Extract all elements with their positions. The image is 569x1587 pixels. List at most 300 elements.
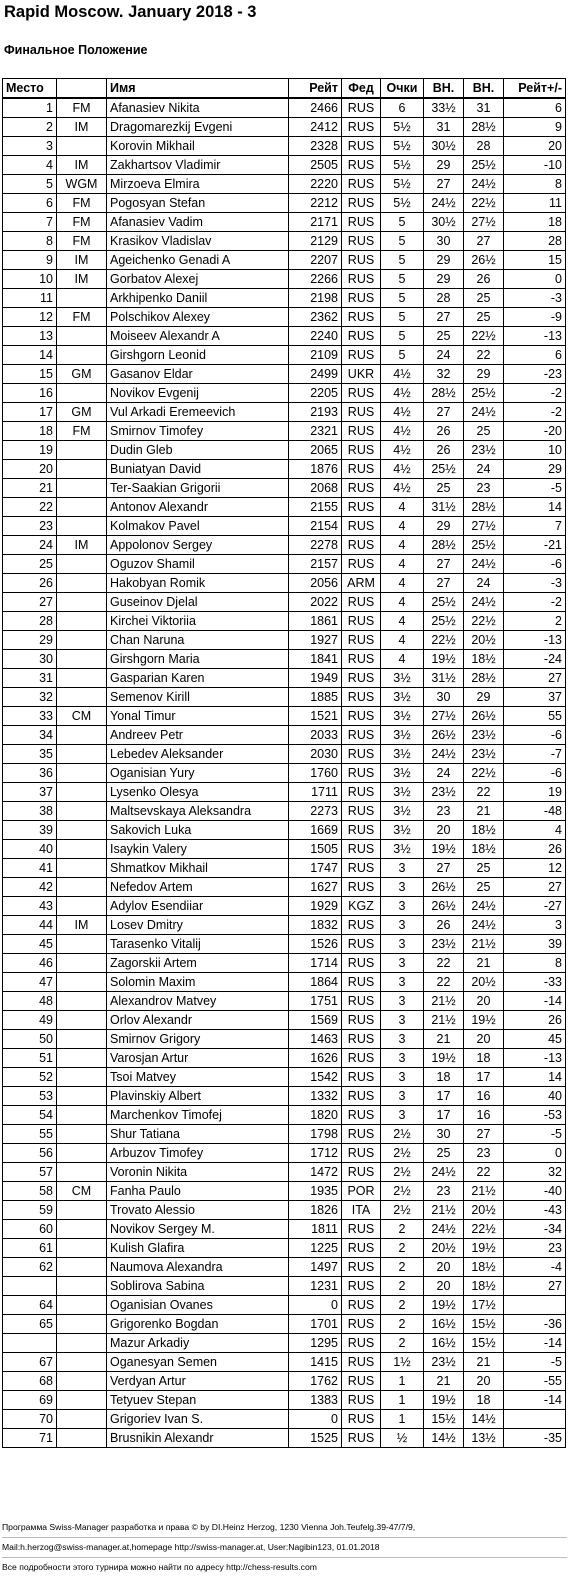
table-row: [3, 289, 566, 308]
table-row: [3, 631, 566, 650]
table-row: [3, 916, 566, 935]
cell-rank: 42: [3, 878, 57, 897]
cell-rank: 2: [3, 118, 57, 137]
cell-rank: 69: [3, 1391, 57, 1410]
cell-title: [57, 1334, 107, 1353]
table-row: [3, 232, 566, 251]
cell-rating: 1826: [289, 1201, 342, 1220]
cell-rating: 2154: [289, 517, 342, 536]
cell-title: [57, 1372, 107, 1391]
table-row: [3, 498, 566, 517]
cell-title: [57, 1106, 107, 1125]
cell-rating: 1762: [289, 1372, 342, 1391]
cell-title: [57, 327, 107, 346]
cell-tiebreak-2: 21½: [464, 1182, 504, 1201]
table-row: [3, 460, 566, 479]
cell-title: GM: [57, 365, 107, 384]
cell-rating: 1864: [289, 973, 342, 992]
cell-title: [57, 897, 107, 916]
table-row: [3, 118, 566, 137]
cell-rating: 2030: [289, 745, 342, 764]
cell-rating: 1627: [289, 878, 342, 897]
cell-rating: 1525: [289, 1429, 342, 1448]
footer-contact: Mail:h.herzog@swiss-manager.at,homepage http://swiss-manager.at, User:Nagibin123, 01.01.2018: [2, 1538, 567, 1558]
cell-rating: 2240: [289, 327, 342, 346]
cell-points: 2: [381, 1220, 424, 1239]
cell-federation: RUS: [342, 498, 381, 517]
cell-title: [57, 1277, 107, 1296]
cell-federation: RUS: [342, 327, 381, 346]
cell-federation: RUS: [342, 251, 381, 270]
cell-rating: 2068: [289, 479, 342, 498]
cell-points: 3: [381, 897, 424, 916]
cell-points: 3: [381, 1011, 424, 1030]
cell-name: Grigoriev Ivan S.: [107, 1410, 289, 1429]
cell-tiebreak-2: 24: [464, 574, 504, 593]
cell-name: Lebedev Aleksander: [107, 745, 289, 764]
cell-rating-change: -21: [504, 536, 566, 555]
cell-points: 4: [381, 631, 424, 650]
cell-rating: 1760: [289, 764, 342, 783]
cell-federation: RUS: [342, 1220, 381, 1239]
cell-tiebreak-2: 25: [464, 422, 504, 441]
cell-name: Pogosyan Stefan: [107, 194, 289, 213]
cell-rating-change: 7: [504, 517, 566, 536]
cell-rating: 1927: [289, 631, 342, 650]
table-row: [3, 555, 566, 574]
cell-rating-change: -27: [504, 897, 566, 916]
cell-rating-change: -5: [504, 479, 566, 498]
cell-points: 6: [381, 98, 424, 118]
cell-tiebreak-2: 15½: [464, 1334, 504, 1353]
cell-federation: RUS: [342, 840, 381, 859]
table-row: [3, 726, 566, 745]
cell-rank: 62: [3, 1258, 57, 1277]
cell-tiebreak-1: 15½: [424, 1410, 464, 1429]
table-row: [3, 536, 566, 555]
cell-rating: 2328: [289, 137, 342, 156]
cell-rating-change: [504, 1296, 566, 1315]
standings-table: [2, 78, 566, 1448]
table-row: [3, 1087, 566, 1106]
cell-federation: RUS: [342, 441, 381, 460]
cell-rating-change: -13: [504, 1049, 566, 1068]
cell-title: [57, 1220, 107, 1239]
table-row: [3, 194, 566, 213]
cell-title: [57, 1353, 107, 1372]
cell-tiebreak-1: 22: [424, 973, 464, 992]
cell-points: 3½: [381, 688, 424, 707]
cell-rating: 1505: [289, 840, 342, 859]
cell-rating: 1751: [289, 992, 342, 1011]
cell-points: 3: [381, 935, 424, 954]
header-row: [3, 79, 566, 99]
cell-points: 1: [381, 1372, 424, 1391]
cell-tiebreak-2: 24: [464, 460, 504, 479]
cell-federation: RUS: [342, 973, 381, 992]
cell-tiebreak-2: 26½: [464, 251, 504, 270]
cell-tiebreak-1: 25: [424, 327, 464, 346]
cell-tiebreak-1: 26: [424, 441, 464, 460]
cell-federation: RUS: [342, 1429, 381, 1448]
cell-points: 2½: [381, 1144, 424, 1163]
cell-federation: RUS: [342, 1410, 381, 1429]
cell-rank: 1: [3, 98, 57, 118]
cell-points: 3½: [381, 783, 424, 802]
cell-points: 3½: [381, 821, 424, 840]
cell-rating-change: -6: [504, 555, 566, 574]
cell-rank: 49: [3, 1011, 57, 1030]
cell-tiebreak-2: 22½: [464, 1220, 504, 1239]
table-row: [3, 1030, 566, 1049]
cell-points: 5: [381, 251, 424, 270]
cell-tiebreak-1: 14½: [424, 1429, 464, 1448]
cell-title: [57, 1410, 107, 1429]
table-row: [3, 669, 566, 688]
cell-points: 3: [381, 859, 424, 878]
cell-points: 2½: [381, 1201, 424, 1220]
cell-rating-change: -23: [504, 365, 566, 384]
cell-name: Guseinov Djelal: [107, 593, 289, 612]
cell-points: 3: [381, 1049, 424, 1068]
cell-rank: 41: [3, 859, 57, 878]
cell-title: [57, 441, 107, 460]
cell-points: 3½: [381, 669, 424, 688]
cell-title: [57, 1068, 107, 1087]
cell-rank: 22: [3, 498, 57, 517]
cell-title: [57, 574, 107, 593]
cell-rank: 6: [3, 194, 57, 213]
cell-name: Buniatyan David: [107, 460, 289, 479]
cell-rating-change: -14: [504, 1391, 566, 1410]
cell-tiebreak-1: 26: [424, 422, 464, 441]
cell-tiebreak-1: 21½: [424, 1201, 464, 1220]
cell-name: Kirchei Viktoriia: [107, 612, 289, 631]
cell-federation: ITA: [342, 1201, 381, 1220]
cell-rating-change: 12: [504, 859, 566, 878]
cell-points: 5½: [381, 156, 424, 175]
cell-tiebreak-2: 25½: [464, 536, 504, 555]
cell-tiebreak-1: 27: [424, 859, 464, 878]
cell-rating-change: 14: [504, 1068, 566, 1087]
cell-title: FM: [57, 194, 107, 213]
cell-federation: RUS: [342, 726, 381, 745]
cell-rank: 16: [3, 384, 57, 403]
table-row: [3, 1258, 566, 1277]
cell-tiebreak-1: 28: [424, 289, 464, 308]
cell-rank: 32: [3, 688, 57, 707]
cell-tiebreak-2: 19½: [464, 1239, 504, 1258]
cell-title: [57, 1030, 107, 1049]
cell-tiebreak-1: 26½: [424, 897, 464, 916]
cell-rank: 21: [3, 479, 57, 498]
cell-name: Adylov Esendiiar: [107, 897, 289, 916]
cell-rating: 2033: [289, 726, 342, 745]
cell-rank: 68: [3, 1372, 57, 1391]
cell-rating-change: -13: [504, 631, 566, 650]
cell-tiebreak-2: 21: [464, 954, 504, 973]
cell-points: 3: [381, 1087, 424, 1106]
table-row: [3, 422, 566, 441]
cell-points: 5: [381, 289, 424, 308]
cell-federation: RUS: [342, 555, 381, 574]
cell-name: Shmatkov Mikhail: [107, 859, 289, 878]
cell-federation: UKR: [342, 365, 381, 384]
cell-title: IM: [57, 536, 107, 555]
cell-name: Verdyan Artur: [107, 1372, 289, 1391]
cell-federation: RUS: [342, 1315, 381, 1334]
cell-rating: 1415: [289, 1353, 342, 1372]
cell-rank: 48: [3, 992, 57, 1011]
table-row: [3, 821, 566, 840]
cell-rank: 27: [3, 593, 57, 612]
cell-title: [57, 631, 107, 650]
cell-tiebreak-1: 26: [424, 916, 464, 935]
cell-rank: 54: [3, 1106, 57, 1125]
cell-rank: 64: [3, 1296, 57, 1315]
cell-points: 5: [381, 232, 424, 251]
cell-rank: 7: [3, 213, 57, 232]
cell-tiebreak-1: 16½: [424, 1334, 464, 1353]
cell-tiebreak-1: 31: [424, 118, 464, 137]
cell-points: 4: [381, 536, 424, 555]
cell-rating-change: -7: [504, 745, 566, 764]
cell-federation: RUS: [342, 1144, 381, 1163]
cell-points: 2½: [381, 1182, 424, 1201]
cell-name: Sakovich Luka: [107, 821, 289, 840]
cell-rating-change: 20: [504, 137, 566, 156]
cell-points: 1: [381, 1391, 424, 1410]
cell-tiebreak-1: 32: [424, 365, 464, 384]
cell-federation: RUS: [342, 1163, 381, 1182]
cell-rating: 2266: [289, 270, 342, 289]
cell-tiebreak-1: 23: [424, 1182, 464, 1201]
cell-tiebreak-1: 25½: [424, 593, 464, 612]
cell-rating-change: -36: [504, 1315, 566, 1334]
cell-tiebreak-1: 23½: [424, 935, 464, 954]
cell-federation: RUS: [342, 859, 381, 878]
table-row: [3, 1296, 566, 1315]
cell-federation: RUS: [342, 783, 381, 802]
cell-name: Brusnikin Alexandr: [107, 1429, 289, 1448]
cell-tiebreak-2: 20: [464, 1372, 504, 1391]
cell-rating: 1383: [289, 1391, 342, 1410]
cell-title: [57, 973, 107, 992]
cell-points: 5: [381, 213, 424, 232]
cell-points: 3: [381, 878, 424, 897]
cell-tiebreak-1: 28½: [424, 384, 464, 403]
table-row: [3, 137, 566, 156]
cell-tiebreak-1: 19½: [424, 650, 464, 669]
cell-rank: 37: [3, 783, 57, 802]
cell-name: Trovato Alessio: [107, 1201, 289, 1220]
cell-rating: 2220: [289, 175, 342, 194]
cell-name: Ageichenko Genadi A: [107, 251, 289, 270]
cell-rank: 56: [3, 1144, 57, 1163]
cell-federation: RUS: [342, 118, 381, 137]
cell-tiebreak-1: 25½: [424, 460, 464, 479]
cell-federation: RUS: [342, 1087, 381, 1106]
cell-points: 3½: [381, 840, 424, 859]
cell-name: Fanha Paulo: [107, 1182, 289, 1201]
cell-name: Dragomarezkij Evgeni: [107, 118, 289, 137]
cell-tiebreak-2: 17: [464, 1068, 504, 1087]
cell-rank: 59: [3, 1201, 57, 1220]
cell-name: Alexandrov Matvey: [107, 992, 289, 1011]
cell-rank: 15: [3, 365, 57, 384]
cell-rating: 2065: [289, 441, 342, 460]
cell-tiebreak-2: 23½: [464, 441, 504, 460]
table-row: [3, 650, 566, 669]
cell-rating-change: -4: [504, 1258, 566, 1277]
cell-tiebreak-2: 22: [464, 783, 504, 802]
cell-points: 2: [381, 1315, 424, 1334]
cell-rating: 1820: [289, 1106, 342, 1125]
cell-federation: RUS: [342, 954, 381, 973]
cell-name: Appolonov Sergey: [107, 536, 289, 555]
cell-federation: KGZ: [342, 897, 381, 916]
cell-title: [57, 840, 107, 859]
cell-rating: 1935: [289, 1182, 342, 1201]
cell-rating-change: -55: [504, 1372, 566, 1391]
cell-name: Marchenkov Timofej: [107, 1106, 289, 1125]
cell-federation: RUS: [342, 593, 381, 612]
cell-points: 2: [381, 1277, 424, 1296]
cell-tiebreak-1: 29: [424, 251, 464, 270]
cell-tiebreak-2: 15½: [464, 1315, 504, 1334]
cell-tiebreak-2: 29: [464, 365, 504, 384]
table-row: [3, 992, 566, 1011]
cell-federation: RUS: [342, 802, 381, 821]
cell-rank: 70: [3, 1410, 57, 1429]
cell-rating: 2278: [289, 536, 342, 555]
cell-rating-change: 6: [504, 346, 566, 365]
cell-rating: 1798: [289, 1125, 342, 1144]
cell-rank: 50: [3, 1030, 57, 1049]
cell-rating-change: -6: [504, 726, 566, 745]
cell-title: [57, 346, 107, 365]
cell-federation: RUS: [342, 1372, 381, 1391]
cell-title: FM: [57, 422, 107, 441]
cell-tiebreak-1: 33½: [424, 98, 464, 118]
cell-rating: 2207: [289, 251, 342, 270]
cell-points: 5½: [381, 194, 424, 213]
cell-federation: RUS: [342, 992, 381, 1011]
cell-rating: 1542: [289, 1068, 342, 1087]
cell-rating: 2157: [289, 555, 342, 574]
cell-rank: 58: [3, 1182, 57, 1201]
cell-points: 5: [381, 308, 424, 327]
cell-rating-change: 11: [504, 194, 566, 213]
table-row: [3, 1125, 566, 1144]
cell-rating-change: -20: [504, 422, 566, 441]
cell-rating-change: 0: [504, 1144, 566, 1163]
cell-rating: 1841: [289, 650, 342, 669]
cell-tiebreak-2: 21: [464, 1353, 504, 1372]
cell-federation: RUS: [342, 1030, 381, 1049]
cell-rank: 36: [3, 764, 57, 783]
cell-rank: 55: [3, 1125, 57, 1144]
table-row: [3, 840, 566, 859]
table-row: [3, 764, 566, 783]
table-row: [3, 441, 566, 460]
cell-federation: RUS: [342, 403, 381, 422]
cell-tiebreak-2: 29: [464, 688, 504, 707]
cell-title: [57, 802, 107, 821]
cell-rating-change: 14: [504, 498, 566, 517]
cell-rating-change: 39: [504, 935, 566, 954]
cell-tiebreak-1: 30: [424, 688, 464, 707]
cell-rating-change: -3: [504, 574, 566, 593]
cell-tiebreak-2: 25: [464, 878, 504, 897]
cell-tiebreak-2: 22½: [464, 612, 504, 631]
cell-tiebreak-1: 26½: [424, 878, 464, 897]
cell-points: 4½: [381, 441, 424, 460]
cell-federation: RUS: [342, 1353, 381, 1372]
cell-federation: RUS: [342, 764, 381, 783]
cell-federation: RUS: [342, 517, 381, 536]
cell-tiebreak-1: 25: [424, 1144, 464, 1163]
cell-federation: RUS: [342, 1258, 381, 1277]
cell-name: Isaykin Valery: [107, 840, 289, 859]
cell-federation: RUS: [342, 1391, 381, 1410]
cell-rating-change: 55: [504, 707, 566, 726]
cell-tiebreak-2: 14½: [464, 1410, 504, 1429]
cell-points: 2: [381, 1296, 424, 1315]
cell-rank: 26: [3, 574, 57, 593]
cell-rating: 2171: [289, 213, 342, 232]
cell-title: [57, 726, 107, 745]
cell-tiebreak-1: 29: [424, 517, 464, 536]
cell-name: Mazur Arkadiy: [107, 1334, 289, 1353]
cell-federation: RUS: [342, 479, 381, 498]
cell-points: 5½: [381, 175, 424, 194]
cell-rank: 25: [3, 555, 57, 574]
table-row: [3, 175, 566, 194]
cell-federation: RUS: [342, 175, 381, 194]
cell-rating-change: -34: [504, 1220, 566, 1239]
cell-rating: 1472: [289, 1163, 342, 1182]
cell-name: Gasparian Karen: [107, 669, 289, 688]
cell-name: Oganesyan Semen: [107, 1353, 289, 1372]
cell-federation: RUS: [342, 821, 381, 840]
table-row: [3, 213, 566, 232]
cell-tiebreak-1: 24½: [424, 1163, 464, 1182]
cell-rating-change: -35: [504, 1429, 566, 1448]
cell-name: Shur Tatiana: [107, 1125, 289, 1144]
cell-points: 3: [381, 1068, 424, 1087]
cell-points: 2: [381, 1258, 424, 1277]
cell-name: Ter-Saakian Grigorii: [107, 479, 289, 498]
cell-title: [57, 1296, 107, 1315]
cell-tiebreak-2: 18: [464, 1049, 504, 1068]
cell-name: Krasikov Vladislav: [107, 232, 289, 251]
table-row: [3, 1182, 566, 1201]
cell-points: 4: [381, 650, 424, 669]
table-row: [3, 859, 566, 878]
table-row: [3, 897, 566, 916]
cell-tiebreak-2: 28½: [464, 669, 504, 688]
table-row: [3, 1353, 566, 1372]
cell-rating: 1929: [289, 897, 342, 916]
cell-rating-change: 8: [504, 175, 566, 194]
footer-copyright: Программа Swiss-Manager разработка и права © by DI.Heinz Herzog, 1230 Vienna Joh.Teufelg.39-47/7/9,: [2, 1518, 567, 1538]
cell-rating: 2155: [289, 498, 342, 517]
cell-rating-change: 26: [504, 1011, 566, 1030]
cell-tiebreak-1: 30: [424, 1125, 464, 1144]
cell-federation: RUS: [342, 878, 381, 897]
cell-tiebreak-1: 17: [424, 1106, 464, 1125]
